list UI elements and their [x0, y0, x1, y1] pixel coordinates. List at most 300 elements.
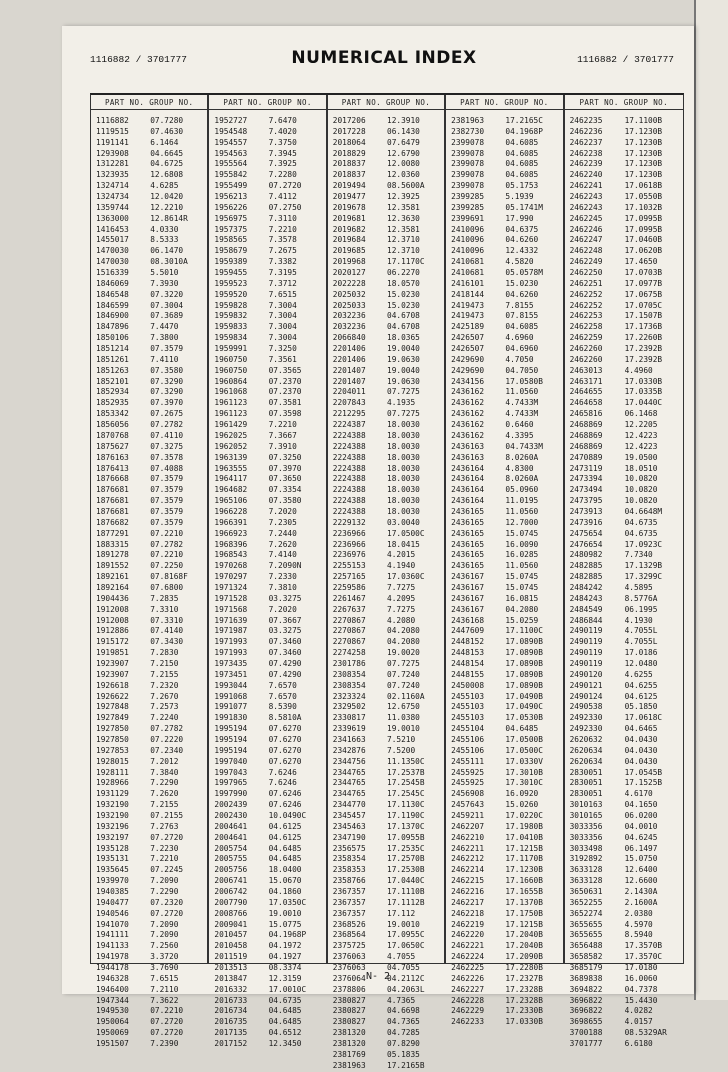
index-row	[565, 572, 683, 583]
group-number: 04.0430	[624, 756, 658, 766]
group-number: 08.3010A	[150, 257, 188, 267]
index-row	[565, 159, 683, 170]
part-number: 2436167	[451, 582, 485, 592]
group-number: 07.7275	[387, 409, 420, 419]
part-number: 2482885	[569, 572, 603, 582]
part-number: 2462233	[451, 1017, 485, 1027]
index-row	[91, 387, 207, 398]
part-number: 2462243	[569, 192, 603, 202]
part-number: 2436168	[451, 615, 485, 625]
index-row	[328, 235, 444, 246]
part-number: 2204011	[332, 387, 366, 397]
part-number: 2473119	[569, 463, 603, 473]
part-number: 2330817	[332, 713, 366, 723]
index-row	[209, 887, 325, 898]
group-number: 17.112	[387, 908, 416, 918]
group-number: 07.3580	[268, 496, 302, 506]
index-row	[209, 616, 325, 627]
part-number: 2462247	[569, 235, 603, 245]
group-number: 17.1230B	[624, 148, 663, 158]
group-number: 12.0080	[387, 159, 420, 169]
index-row	[328, 453, 444, 464]
part-number: 2465816	[569, 409, 603, 419]
group-number: 04.6260	[505, 289, 539, 299]
index-row	[209, 930, 325, 941]
index-row	[91, 854, 207, 865]
group-number: 19.0040	[387, 344, 420, 354]
index-row	[328, 377, 444, 388]
group-number: 15.0230	[505, 278, 539, 288]
group-number: 7.5210	[387, 734, 416, 744]
part-number: 2224388	[332, 485, 366, 495]
part-number: 2480982	[569, 550, 603, 560]
part-number: 1876681	[96, 496, 129, 506]
group-number: 04.6648M	[624, 506, 663, 516]
group-number: 04.1968P	[268, 930, 307, 940]
group-number: 17.0890B	[505, 680, 543, 690]
part-number: 1324734	[96, 192, 129, 202]
part-number: 2490119	[569, 626, 603, 636]
group-number: 17.990	[505, 213, 534, 223]
group-number: 7.3622	[150, 995, 179, 1005]
group-number: 11.0560	[505, 561, 539, 571]
part-number: 1876681	[96, 485, 129, 495]
index-row	[209, 713, 325, 724]
part-number: 2447609	[451, 626, 485, 636]
part-number: 2345463	[332, 821, 366, 831]
group-number: 7.7340	[624, 550, 653, 560]
index-row	[446, 149, 562, 160]
part-number: 2002439	[214, 800, 248, 810]
group-number: 17.1230B	[624, 137, 663, 147]
index-row	[328, 833, 444, 844]
group-number: 4.7365	[387, 995, 416, 1005]
index-row	[446, 235, 562, 246]
part-number: 2368564	[332, 930, 366, 940]
group-number: 4.6285	[150, 181, 179, 191]
group-number: 12.3630	[387, 213, 420, 223]
group-number: 7.2012	[150, 756, 179, 766]
part-number: 2830051	[569, 789, 603, 799]
group-number: 07.2370	[268, 387, 302, 397]
part-number: 2462243	[569, 202, 603, 212]
index-row	[209, 833, 325, 844]
index-row	[328, 170, 444, 181]
index-row	[91, 735, 207, 746]
part-number: 2462239	[569, 159, 603, 169]
part-number: 2380827	[332, 1006, 366, 1016]
group-number: 7.3382	[268, 257, 297, 267]
index-row	[565, 768, 683, 779]
group-number: 19.0040	[387, 365, 420, 375]
index-row	[446, 887, 562, 898]
group-number: 7.2240	[150, 713, 179, 723]
group-number: 12.4223	[624, 430, 658, 440]
group-number: 07.2720	[150, 1017, 184, 1027]
part-number: 1959828	[214, 300, 248, 310]
part-number: 1323935	[96, 170, 129, 180]
index-row	[91, 377, 207, 388]
group-number: 7.2670	[150, 691, 179, 701]
group-number: 17.1215B	[505, 919, 543, 929]
part-number: 3633128	[569, 865, 603, 875]
group-number: 7.3195	[268, 268, 297, 278]
part-number: 2455103	[451, 691, 485, 701]
index-row	[91, 333, 207, 344]
part-number: 2032236	[332, 311, 366, 321]
document-page	[62, 26, 694, 1070]
part-number: 2462250	[569, 268, 603, 278]
part-number: 1959523	[214, 278, 248, 288]
group-number: 15.0745	[505, 528, 539, 538]
group-number: 4.1935	[387, 398, 416, 408]
index-row	[565, 909, 683, 920]
part-number: 1955499	[214, 181, 248, 191]
part-number: 3696822	[569, 1006, 603, 1016]
group-number: 3.7690	[150, 963, 179, 973]
part-number: 2308354	[332, 680, 366, 690]
group-number: 07.6479	[387, 137, 420, 147]
group-number: 06.1430	[387, 126, 420, 136]
group-number: 17.0890B	[505, 658, 543, 668]
group-number: 17.0440C	[624, 398, 663, 408]
group-number: 17.0490C	[505, 702, 543, 712]
group-number: 19.0010	[387, 919, 420, 929]
part-number: 1876681	[96, 506, 129, 516]
group-number: 19.0020	[387, 648, 420, 658]
group-number: 17.0890B	[505, 669, 543, 679]
part-number: 2410096	[451, 235, 485, 245]
index-row	[446, 518, 562, 529]
group-number: 16.0920	[505, 789, 539, 799]
group-number: 04.6708	[387, 322, 420, 332]
part-number: 1927850	[96, 724, 129, 734]
index-row	[328, 822, 444, 833]
index-row	[446, 724, 562, 735]
index-row	[209, 996, 325, 1007]
index-row	[209, 985, 325, 996]
group-number: 07.6270	[268, 724, 302, 734]
index-row	[209, 920, 325, 931]
index-row	[328, 1028, 444, 1039]
index-row	[446, 854, 562, 865]
index-row	[209, 778, 325, 789]
index-row	[446, 377, 562, 388]
index-row	[328, 811, 444, 822]
group-number: 04.7433M	[505, 441, 543, 451]
group-number: 07.3430	[150, 637, 184, 647]
index-row	[209, 800, 325, 811]
part-number: 1876413	[96, 463, 129, 473]
part-number: 1973451	[214, 669, 248, 679]
group-number: 10.0490C	[268, 811, 307, 820]
index-row	[91, 409, 207, 420]
group-number: 05.1835	[387, 1049, 420, 1059]
group-number: 7.3110	[268, 213, 297, 223]
group-number: 17.2165B	[387, 1060, 425, 1070]
part-number: 2418144	[451, 289, 485, 299]
index-row	[209, 529, 325, 540]
group-number: 07.4290	[268, 658, 302, 668]
part-number: 3700188	[569, 1028, 603, 1038]
group-number: 5.1939	[505, 192, 534, 202]
part-number: 3010165	[569, 811, 603, 820]
index-row	[565, 844, 683, 855]
group-number: 18.0030	[387, 463, 420, 473]
index-row	[91, 311, 207, 322]
index-row	[565, 594, 683, 605]
group-number: 07.3579	[150, 517, 184, 527]
group-number: 6.1464	[150, 137, 179, 147]
part-number: 2462224	[451, 952, 485, 962]
index-row	[328, 290, 444, 301]
group-number: 04.6085	[505, 159, 539, 169]
part-number: 2025032	[332, 289, 366, 299]
part-number: 2339619	[332, 724, 366, 734]
group-number: 07.2245	[150, 865, 184, 875]
index-row	[91, 507, 207, 518]
group-number: 4.4960	[624, 365, 653, 375]
part-number: 1956975	[214, 213, 248, 223]
index-row	[91, 235, 207, 246]
group-number: 4.0282	[624, 1006, 653, 1016]
group-number: 07.2720	[150, 908, 184, 918]
part-number: 1932197	[96, 832, 129, 842]
part-number: 2399078	[451, 181, 485, 191]
group-number: 17.0010C	[268, 984, 307, 994]
index-row	[446, 355, 562, 366]
index-row	[328, 648, 444, 659]
index-row	[328, 626, 444, 637]
part-number: 3033356	[569, 821, 603, 831]
index-row	[209, 442, 325, 453]
group-number: 7.2230	[150, 843, 179, 853]
group-number: 17.1370C	[387, 821, 425, 831]
index-row	[328, 735, 444, 746]
group-number: 17.0330B	[624, 376, 663, 386]
part-number: 2470889	[569, 452, 603, 462]
group-number: 07.2210	[150, 528, 184, 538]
part-number: 1964117	[214, 474, 248, 484]
group-number: 4.2095	[387, 593, 416, 603]
group-number: 11.0560	[505, 387, 539, 397]
index-row	[209, 159, 325, 170]
part-number: 2358353	[332, 865, 366, 875]
index-row	[328, 713, 444, 724]
group-number: 12.3910	[387, 116, 420, 125]
index-row	[565, 746, 683, 757]
index-column	[565, 95, 683, 1049]
group-number: 7.3250	[268, 344, 297, 354]
group-number: 17.0705C	[624, 300, 663, 310]
index-row	[209, 637, 325, 648]
part-number: 2462248	[569, 246, 603, 256]
group-number: 4.8300	[505, 463, 534, 473]
index-row	[328, 149, 444, 160]
index-row	[565, 518, 683, 529]
group-number: 17.0675B	[624, 289, 663, 299]
group-number: 8.5810A	[268, 713, 302, 723]
part-number: 1892161	[96, 572, 129, 582]
index-row	[91, 637, 207, 648]
part-number: 1846599	[96, 300, 129, 310]
index-row	[209, 116, 325, 127]
part-number: 2436162	[451, 387, 485, 397]
index-row	[91, 268, 207, 279]
index-row	[328, 540, 444, 551]
group-number: 17.1230B	[624, 170, 663, 180]
index-row	[209, 659, 325, 670]
index-row	[565, 311, 683, 322]
group-number: 17.1660B	[505, 876, 543, 886]
part-number: 2381963	[451, 116, 485, 125]
index-row	[91, 1006, 207, 1017]
part-number: 2464655	[569, 387, 603, 397]
index-row	[91, 778, 207, 789]
group-number: 7.6515	[150, 973, 179, 983]
group-number: 07.4290	[268, 669, 302, 679]
part-number: 2426507	[451, 333, 485, 343]
part-number: 2492330	[569, 724, 603, 734]
part-number: 2463013	[569, 365, 603, 375]
group-number: 07.3579	[150, 344, 184, 354]
part-number: 2459211	[451, 811, 485, 820]
group-number: 7.3810	[268, 582, 297, 592]
part-number: 2462219	[451, 919, 485, 929]
group-number: 16.0815	[505, 593, 539, 603]
group-number: 4.7433M	[505, 398, 539, 408]
index-row	[565, 865, 683, 876]
index-row	[328, 865, 444, 876]
index-row	[565, 377, 683, 388]
part-number: 2462207	[451, 821, 485, 831]
index-row	[446, 985, 562, 996]
part-number: 2462228	[451, 995, 485, 1005]
index-row	[91, 572, 207, 583]
group-number: 17.0580B	[505, 376, 543, 386]
group-number: 12.6808	[150, 170, 184, 180]
group-number: 7.2440	[268, 528, 297, 538]
header-range-right: 1116882 / 3701777	[577, 54, 674, 65]
index-row	[446, 474, 562, 485]
part-number: 1470030	[96, 257, 129, 267]
index-column	[91, 95, 209, 1049]
index-row	[328, 605, 444, 616]
group-number: 17.2328B	[505, 984, 543, 994]
group-number: 07.2782	[150, 539, 184, 549]
part-number: 3655655	[569, 930, 603, 940]
group-number: 04.2080	[387, 637, 420, 647]
index-row	[446, 464, 562, 475]
part-number: 2201407	[332, 376, 366, 386]
index-row	[328, 159, 444, 170]
group-number: 12.3710	[387, 246, 420, 256]
part-number: 1971987	[214, 626, 248, 636]
index-row	[446, 909, 562, 920]
part-number: 2376064	[332, 973, 366, 983]
part-number: 2017228	[332, 126, 366, 136]
index-row	[91, 594, 207, 605]
group-number: 17.0180	[624, 963, 658, 973]
index-row	[328, 681, 444, 692]
index-row	[565, 529, 683, 540]
part-number: 2436162	[451, 430, 485, 440]
group-number: 07.7280	[150, 116, 184, 125]
index-row	[91, 561, 207, 572]
group-number: 4.3395	[505, 430, 534, 440]
part-number: 2005754	[214, 843, 248, 853]
index-row	[446, 670, 562, 681]
group-number: 7.2090	[150, 930, 179, 940]
part-number: 3652255	[569, 897, 603, 907]
group-number: 7.3310	[150, 604, 179, 614]
group-number: 7.2675	[268, 246, 297, 256]
index-row	[209, 1017, 325, 1028]
part-number: 1851263	[96, 365, 129, 375]
index-row	[328, 127, 444, 138]
group-number: 05.1850	[624, 702, 658, 712]
part-number: 2022228	[332, 278, 366, 288]
index-row	[91, 138, 207, 149]
part-number: 1851214	[96, 344, 129, 354]
group-number: 04.1860	[268, 887, 302, 897]
index-row	[565, 681, 683, 692]
part-number: 2462221	[451, 941, 485, 951]
part-number: 2399078	[451, 137, 485, 147]
part-number: 2019968	[332, 257, 366, 267]
group-number: 7.2155	[150, 800, 179, 810]
group-number: 12.3710	[387, 235, 420, 245]
part-number: 2473913	[569, 506, 603, 516]
part-number: 2462258	[569, 322, 603, 332]
part-number: 2002430	[214, 811, 248, 820]
part-number: 2473494	[569, 485, 603, 495]
group-number: 7.3945	[268, 148, 297, 158]
index-row	[91, 355, 207, 366]
index-row	[565, 941, 683, 952]
index-row	[328, 301, 444, 312]
part-number: 2344756	[332, 756, 366, 766]
group-number: 7.2020	[268, 604, 297, 614]
part-number: 2462260	[569, 344, 603, 354]
part-number: 2425189	[451, 322, 485, 332]
group-number: 02.1160A	[387, 691, 425, 701]
part-number: 1997040	[214, 756, 248, 766]
part-number: 2620634	[569, 745, 603, 755]
part-number: 2462252	[569, 289, 603, 299]
part-number: 1852101	[96, 376, 129, 386]
index-row	[209, 507, 325, 518]
group-number: 17.0618B	[624, 181, 663, 191]
part-number: 2410681	[451, 268, 485, 278]
index-row	[209, 149, 325, 160]
part-number: 1891278	[96, 550, 129, 560]
group-number: 4.7433M	[505, 409, 539, 419]
part-number: 2436167	[451, 572, 485, 582]
part-number: 2381769	[332, 1049, 366, 1059]
part-number: 2462245	[569, 213, 603, 223]
index-row	[91, 181, 207, 192]
index-row	[91, 909, 207, 920]
index-row	[446, 648, 562, 659]
index-row	[209, 420, 325, 431]
group-number: 07.3354	[268, 485, 302, 495]
group-number: 07.7240	[387, 669, 420, 679]
group-number: 19.0630	[387, 354, 420, 364]
index-row	[91, 301, 207, 312]
group-number: 4.1940	[387, 561, 416, 571]
index-row	[565, 442, 683, 453]
